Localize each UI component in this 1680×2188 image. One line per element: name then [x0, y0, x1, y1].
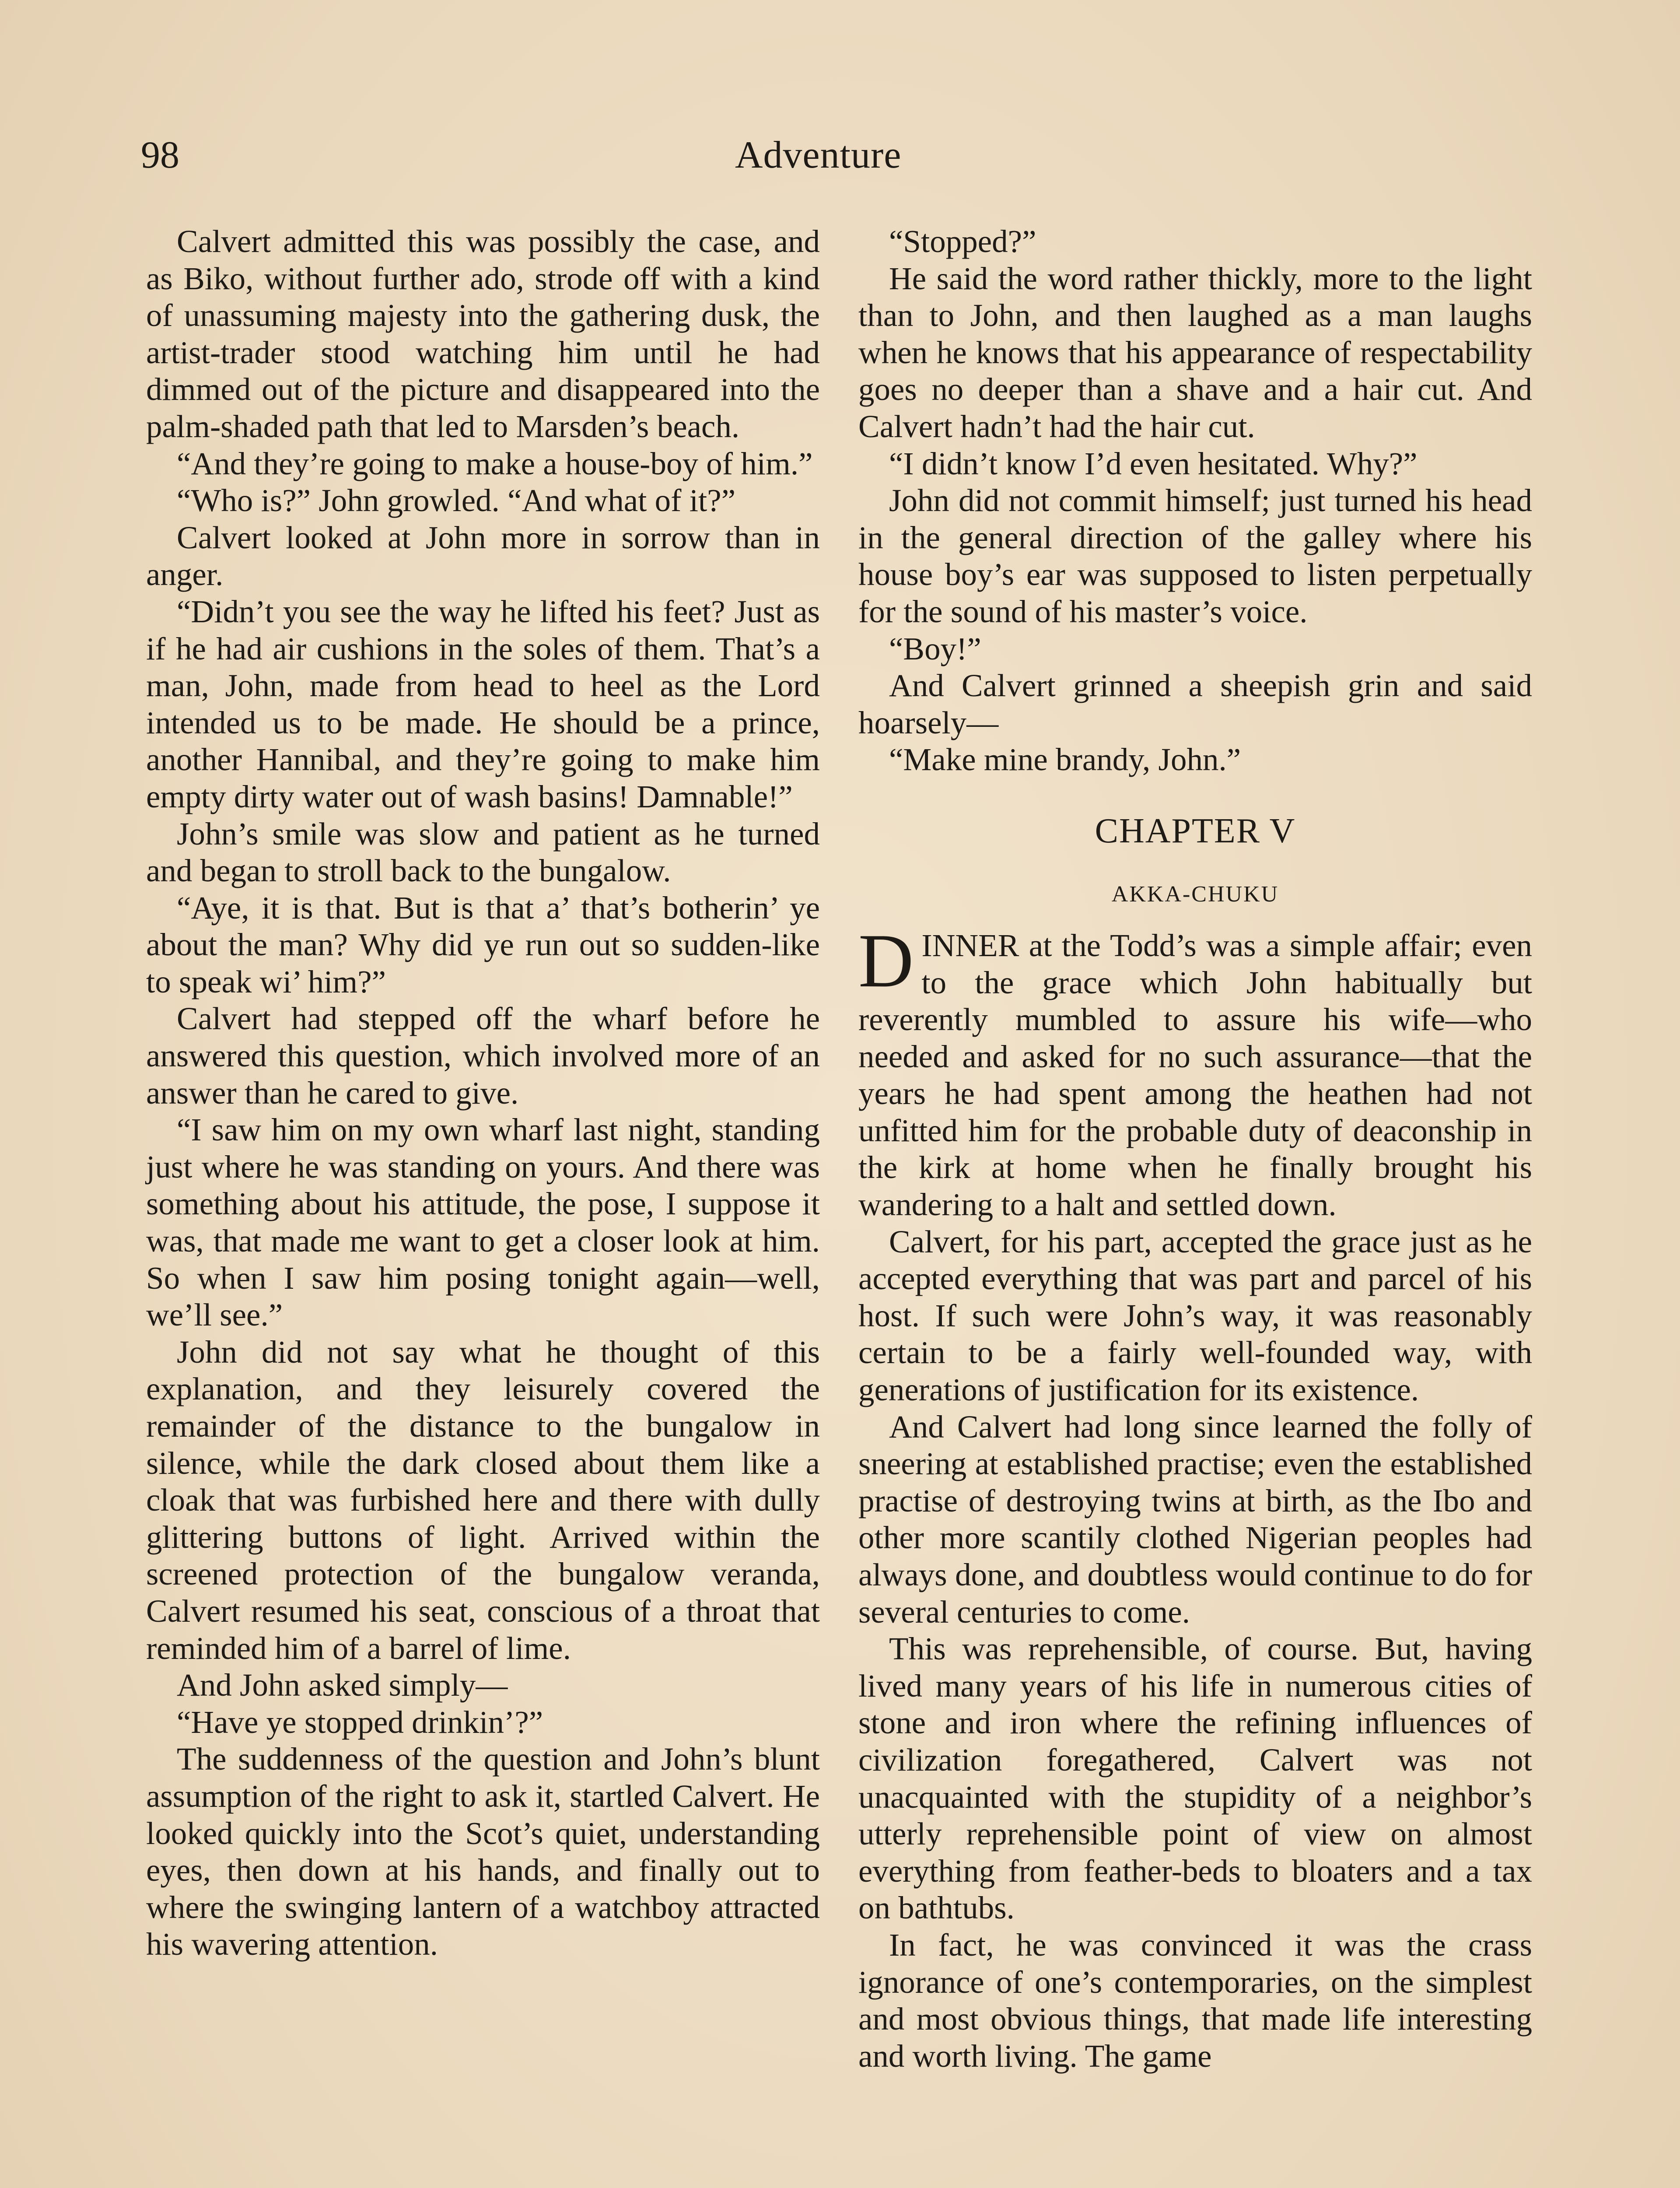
paragraph: “I saw him on my own wharf last night, standing just where he was standing on yours. And there was something about his attitude, the pose, I suppose it was, that made me want to get a closer look at him. So when I saw him posing tonight again—well, we’ll see.”	[146, 1112, 820, 1333]
paragraph: “Aye, it is that. But is that a’ that’s botherin’ ye about the man? Why did ye run out so sudden-like to speak wi’ him?”	[146, 890, 820, 999]
paragraph: “Have ye stopped drinkin’?”	[177, 1704, 543, 1740]
chapter-opening-text: INNER at the Todd’s was a simple affair; even to the grace which John habitually but reverently mumbled to assure his wife—who needed and asked for no such assurance—that the years he had spent among the heathen had not unfitted him for the probable duty of deaconship in the kirk at home when he finally brought his wandering to a halt and settled down.	[858, 927, 1532, 1223]
paragraph: Calvert admitted this was possibly the case, and as Biko, without further ado, strode off with a kind of unassuming majesty into the gathering dusk, the artist-trader stood watching him until he had dimmed out of the picture and disappeared into the palm-shaded path that led to Marsden’s beach.	[146, 224, 820, 444]
paragraph: “Stopped?”	[889, 224, 1036, 259]
running-head: Adventure	[735, 134, 902, 176]
paragraph: He said the word rather thickly, more to the light than to John, and then laughed as a man laughs when he knows that his appearance of respectability goes no deeper than a shave and a hair cut. And Calvert hadn’t had the hair cut.	[858, 260, 1532, 444]
chapter-subtitle: AKKA-CHUKU	[1111, 881, 1279, 907]
drop-cap: D	[858, 918, 914, 1003]
right-column	[858, 223, 1532, 2075]
paragraph: In fact, he was convinced it was the crass ignorance of one’s contemporaries, on the simplest and most obvious things, that made life interesting and worth living. The game	[858, 1927, 1532, 2074]
paragraph: The suddenness of the question and John’s blunt assumption of the right to ask it, startled Calvert. He looked quickly into the Scot’s quiet, understanding eyes, then down at his hands, and finally out to where the swinging lantern of a watchboy attracted his wavering attention.	[146, 1741, 820, 1962]
paragraph: “Didn’t you see the way he lifted his feet? Just as if he had air cushions in the soles of them. That’s a man, John, made from head to heel as the Lord intended us to be made. He should be a prince, another Hannibal, and they’re going to make him empty dirty water out of wash basins! Damnable!”	[146, 593, 820, 814]
page-number: 98	[141, 134, 179, 176]
paragraph: Calvert looked at John more in sorrow than in anger.	[146, 519, 820, 593]
paragraph: John did not commit himself; just turned his head in the general direction of the galley where his house boy’s ear was supposed to listen perpetually for the sound of his master’s voice.	[858, 483, 1532, 629]
paragraph: And Calvert grinned a sheepish grin and said hoarsely—	[858, 668, 1532, 740]
paragraph: John’s smile was slow and patient as he turned and began to stroll back to the bungalow.	[146, 816, 820, 889]
paragraph: “Boy!”	[889, 631, 981, 666]
left-column	[146, 223, 820, 1963]
paragraph: And John asked simply—	[177, 1667, 508, 1703]
paragraph: John did not say what he thought of this explanation, and they leisurely covered the remainder of the distance to the bungalow in silence, while the dark closed about them like a cloak that was furbished here and there with dully glittering buttons of light. Arrived within the screened protection of the bungalow veranda, Calvert resumed his seat, conscious of a throat that reminded him of a barrel of lime.	[146, 1334, 820, 1666]
paragraph: This was reprehensible, of course. But, having lived many years of his life in numerous cities of stone and iron where the refining influences of civilization foregathered, Calvert was not unacquainted with the stupidity of a neighbor’s utterly reprehensible point of view on almost everything from feather-beds to bloaters and a tax on bathtubs.	[858, 1631, 1532, 1926]
paragraph: And Calvert had long since learned the folly of sneering at established practise; even the established practise of destroying twins at birth, as the Ibo and other more scantily clothed Nigerian peoples had always done, and doubtless would continue to do for several centuries to come.	[858, 1409, 1532, 1630]
paragraph: Calvert had stepped off the wharf before he answered this question, which involved more of an answer than he cared to give.	[146, 1001, 820, 1111]
chapter-heading: CHAPTER V	[1095, 811, 1296, 850]
chapter-opening-paragraph	[858, 918, 1532, 1224]
paragraph: “I didn’t know I’d even hesitated. Why?”	[889, 445, 1418, 481]
paragraph: Calvert, for his part, accepted the grace just as he accepted everything that was part and parcel of his host. If such were John’s way, it was reasonably certain to be a fairly well-founded way, with generations of justification for its existence.	[858, 1224, 1532, 1408]
paragraph: “Make mine brandy, John.”	[889, 742, 1241, 778]
paragraph: “Who is?” John growled. “And what of it?”	[177, 483, 736, 519]
paragraph: “And they’re going to make a house-boy of him.”	[177, 445, 813, 481]
